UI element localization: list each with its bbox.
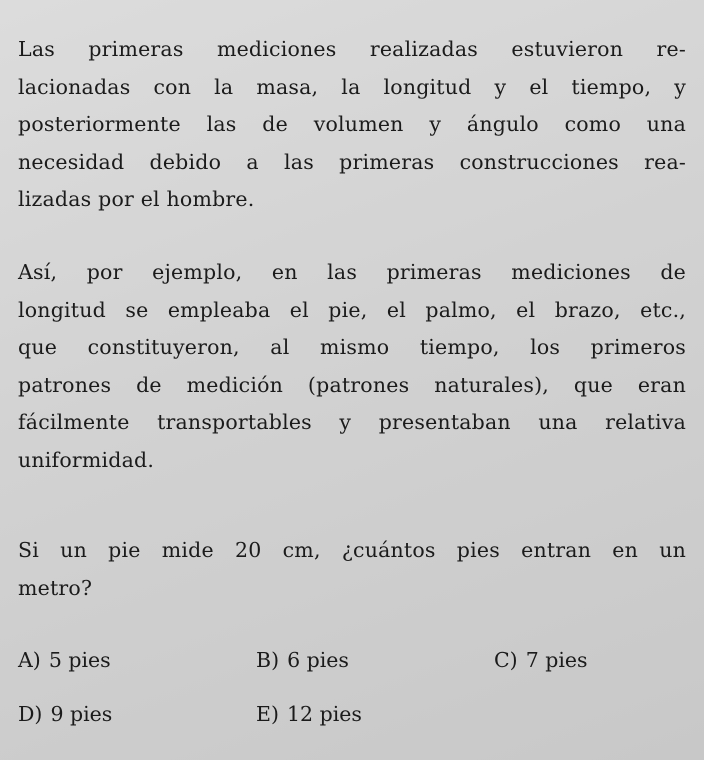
option-text: 7 pies xyxy=(525,648,588,672)
paragraph-2-line: Así, por ejemplo, en las primeras mediciones de xyxy=(18,260,686,284)
paragraph-2-line: patrones de medición (patrones naturales), que eran xyxy=(18,372,686,397)
question-line: metro? xyxy=(18,575,93,600)
question-line: Si un pie mide 20 cm, ¿cuántos pies entran en un xyxy=(18,538,686,562)
option-text: 9 pies xyxy=(50,702,113,726)
option-d xyxy=(18,702,112,726)
option-e xyxy=(256,702,362,726)
paragraph-2-line: uniformidad. xyxy=(18,447,155,472)
paragraph-1-line: lacionadas con la masa, la longitud y el tiempo, y xyxy=(18,74,686,99)
option-letter: B) xyxy=(256,648,280,672)
option-letter: A) xyxy=(18,648,41,672)
option-text: 6 pies xyxy=(287,648,349,672)
paragraph-1-line: Las primeras mediciones realizadas estuvieron re- xyxy=(18,37,686,61)
question-text xyxy=(18,532,686,607)
paragraph-2 xyxy=(18,254,686,479)
option-letter: E) xyxy=(256,702,279,726)
paragraph-2-line: longitud se empleaba el pie, el palmo, el brazo, etc., xyxy=(18,297,686,322)
paragraph-1-line: necesidad debido a las primeras construcciones rea- xyxy=(18,149,686,174)
option-letter: D) xyxy=(18,702,43,726)
paragraph-1-line: posteriormente las de volumen y ángulo como una xyxy=(18,112,686,136)
option-text: 12 pies xyxy=(286,702,362,726)
paragraph-1-line: lizadas por el hombre. xyxy=(18,187,255,211)
option-a xyxy=(18,648,111,672)
option-c xyxy=(494,648,588,672)
option-b xyxy=(256,648,349,672)
option-letter: C) xyxy=(494,648,518,672)
option-text: 5 pies xyxy=(48,648,111,672)
paragraph-2-line: fácilmente transportables y presentaban una relativa xyxy=(18,410,686,434)
paragraph-2-line: que constituyeron, al mismo tiempo, los primeros xyxy=(18,335,686,359)
paragraph-1 xyxy=(18,31,686,219)
